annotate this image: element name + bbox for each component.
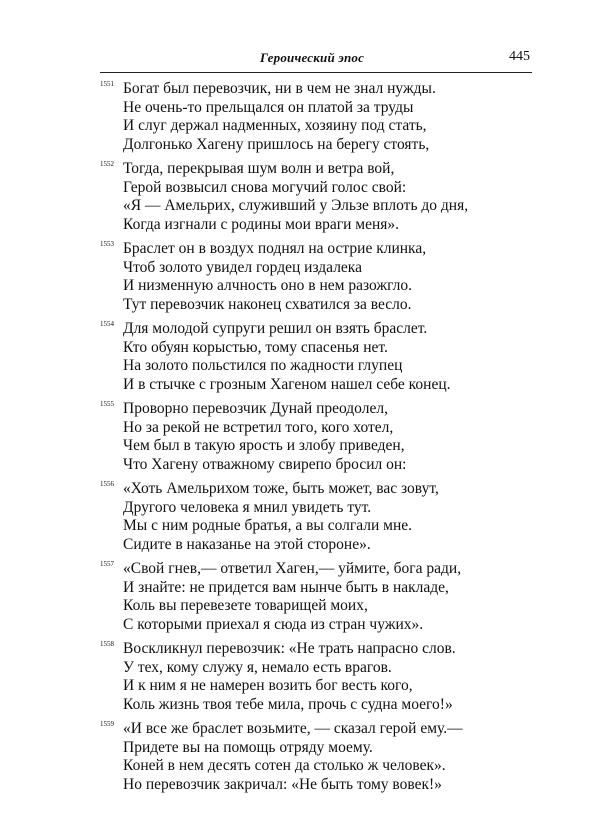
stanza-lines <box>123 720 463 794</box>
verse-line: Проворно перевозчик Дунай преодолел, <box>123 400 388 417</box>
verse-line: Но перевозчик закричал: «Не быть тому вовек!» <box>123 775 442 793</box>
page-number: 445 <box>509 49 530 64</box>
verse-line: Богат был перевозчик, ни в чем не знал нужды. <box>123 80 436 97</box>
verse-line: Мы с ним родные братья, а вы солгали мне. <box>123 517 412 534</box>
stanza <box>100 480 540 560</box>
verse-line: «Хоть Амельрихом тоже, быть может, вас зовут, <box>123 480 439 497</box>
stanza-lines <box>123 320 451 394</box>
verse-line: Герой возвысил снова могучий голос свой: <box>123 178 407 196</box>
stanza <box>100 160 540 240</box>
stanza <box>100 240 540 320</box>
verse-line: Что Хагену отважному свирепо бросил он: <box>123 455 407 473</box>
header-title: Героический эпос <box>260 50 365 65</box>
verse-line: Придете вы на помощь отряду моему. <box>123 738 373 756</box>
verse-line: Сидите в наказанье на этой стороне». <box>123 535 371 553</box>
verse-line: Тогда, перекрывая шум волн и ветра вой, <box>123 160 395 177</box>
verse-line: Воскликнул перевозчик: «Не трать напрасно слов. <box>123 640 456 657</box>
stanza-lines <box>123 400 406 474</box>
verse-line: Для молодой супруги решил он взять браслет. <box>123 320 428 337</box>
stanza-lines <box>123 560 461 634</box>
stanza <box>100 720 540 800</box>
verse-line: Кто обуян корыстью, тому спасенья нет. <box>123 338 388 356</box>
stanza-number: 1557 <box>100 560 114 568</box>
stanza-number: 1551 <box>100 80 114 88</box>
stanza-lines <box>123 80 436 154</box>
stanza-lines <box>123 480 439 554</box>
stanza-number: 1553 <box>100 240 114 248</box>
verse-line: И низменную алчность оно в нем разожгло. <box>123 277 413 294</box>
verse-line: Но за рекой не встретил того, кого хотел, <box>123 418 394 436</box>
verse-line: «Свой гнев,— ответил Хаген,— уймите, бога ради, <box>123 560 462 577</box>
stanza <box>100 560 540 640</box>
verse-line: Браслет он в воздух поднял на острие клинка, <box>123 240 427 257</box>
stanza-number: 1552 <box>100 160 114 168</box>
verse-line: С которыми приехал я сюда из стран чужих». <box>123 615 424 633</box>
verse-line: И слуг держал надменных, хозяину под стать, <box>123 117 427 134</box>
stanza-lines <box>123 240 426 314</box>
verse-line: Другого человека я мнил увидеть тут. <box>123 498 372 516</box>
verse-line: И знайте: не придется вам нынче быть в накладе, <box>123 578 449 596</box>
stanza <box>100 320 540 400</box>
verse-line: Когда изгнали с родины мои враги меня». <box>123 215 400 233</box>
verse-line: На золото польстился по жадности глупец <box>123 357 403 374</box>
stanza-number: 1554 <box>100 320 114 328</box>
verse-line: Не очень-то прельщался он платой за труды <box>123 98 414 116</box>
verse-line: И в стычке с грозным Хагеном нашел себе конец. <box>123 375 451 393</box>
verse-line: «И все же браслет возьмите, — сказал герой ему.— <box>123 720 463 737</box>
poem-body <box>100 80 540 800</box>
stanza-lines <box>123 160 468 234</box>
running-header <box>100 50 532 73</box>
stanza <box>100 80 540 160</box>
verse-line: И к ним я не намерен возить бог весть кого, <box>123 677 413 694</box>
stanza-number: 1556 <box>100 480 114 488</box>
verse-line: Коль вы перевезете товарищей моих, <box>123 597 368 614</box>
verse-line: У тех, кому служу я, немало есть врагов. <box>123 658 392 676</box>
stanza-number: 1559 <box>100 720 114 728</box>
verse-line: Чем был в такую ярость и злобу приведен, <box>123 437 405 454</box>
stanza <box>100 640 540 720</box>
verse-line: Коней в нем десять сотен да столько ж человек». <box>123 757 446 774</box>
verse-line: Долгонько Хагену пришлось на берегу стоять, <box>123 135 430 153</box>
verse-line: Коль жизнь твоя тебе мила, прочь с судна моего!» <box>123 695 453 713</box>
verse-line: Тут перевозчик наконец схватился за весло. <box>123 295 412 313</box>
stanza <box>100 400 540 480</box>
stanza-number: 1555 <box>100 400 114 408</box>
verse-line: «Я — Амельрих, служивший у Эльзе вплоть до дня, <box>123 197 469 214</box>
verse-line: Чтоб золото увидел гордец издалека <box>123 258 362 276</box>
stanza-number: 1558 <box>100 640 114 648</box>
stanza-lines <box>123 640 456 714</box>
